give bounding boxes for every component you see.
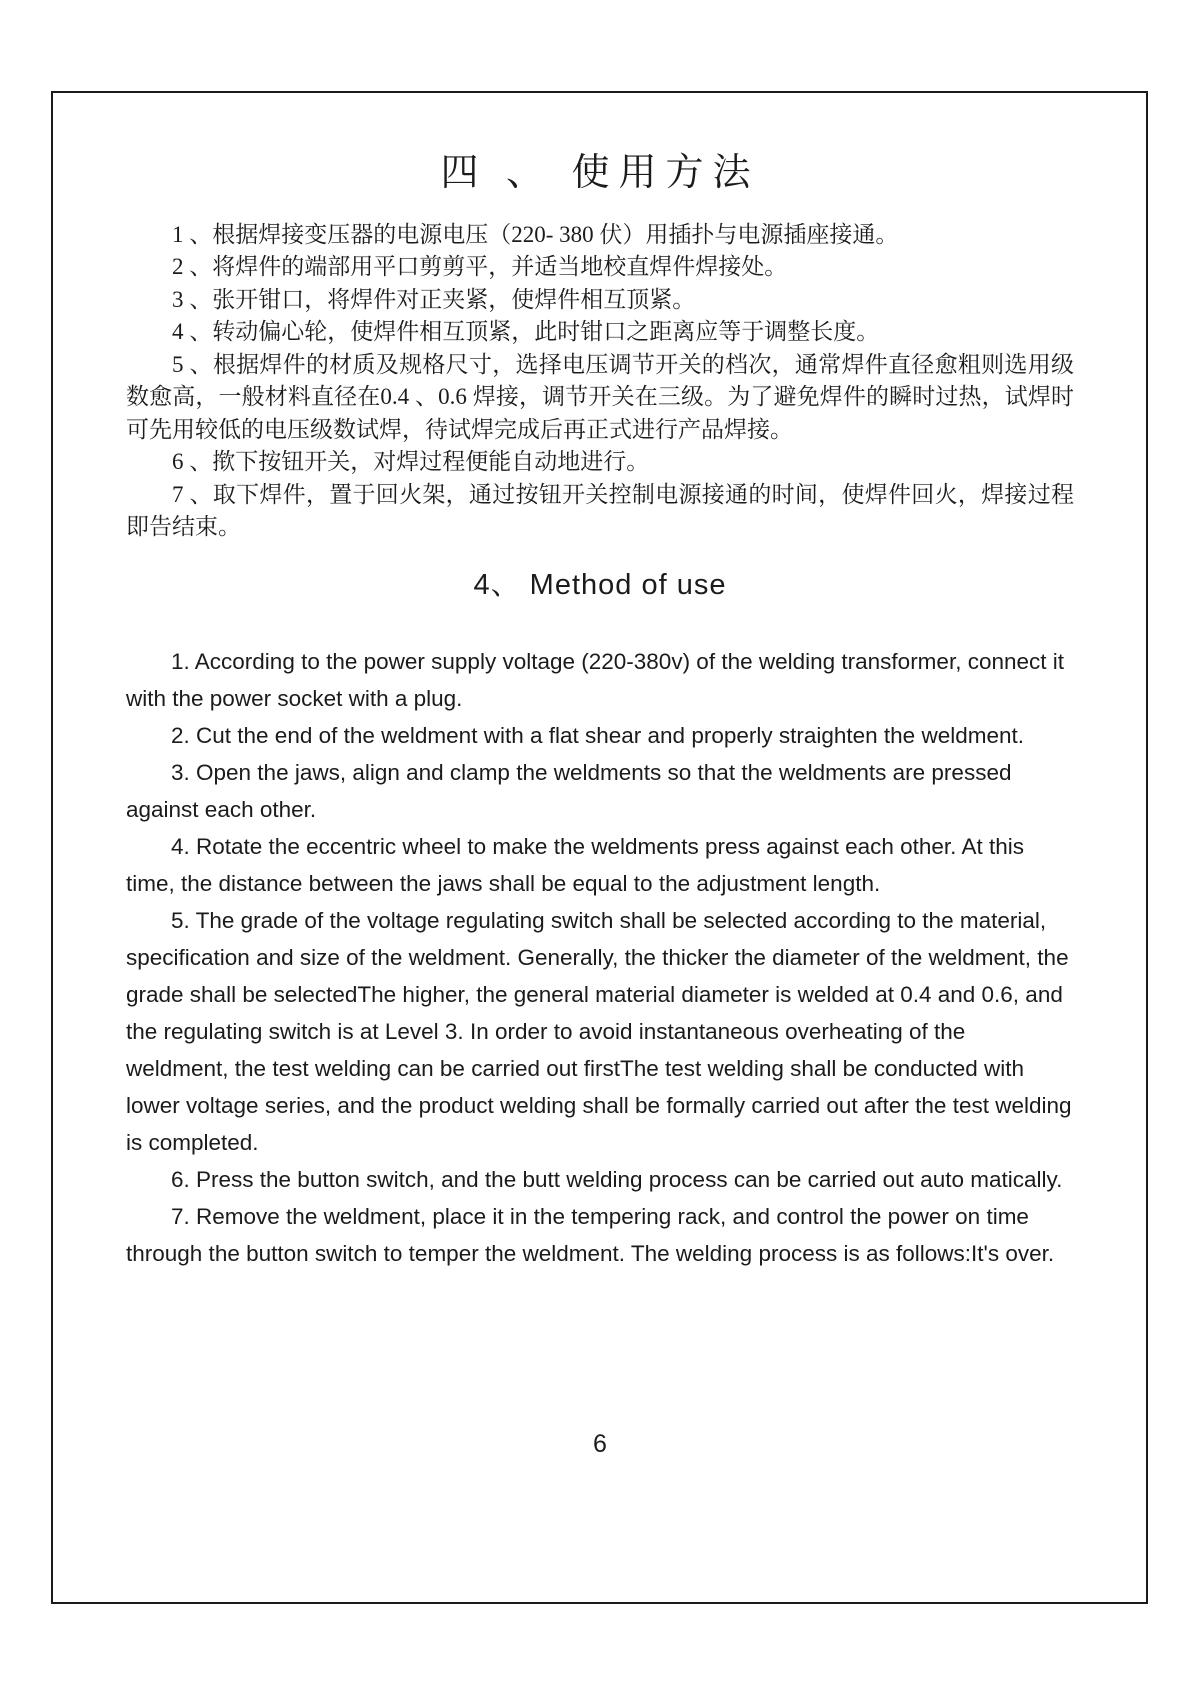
chinese-instruction-item: 1 、根据焊接变压器的电源电压（220- 380 伏）用插扑与电源插座接通。 bbox=[172, 221, 899, 247]
chinese-instruction-item: 6 、揿下按钮开关，对焊过程便能自动地进行。 bbox=[172, 449, 650, 475]
chinese-instruction-item: 2 、将焊件的端部用平口剪剪平，并适当地校直焊件焊接处。 bbox=[172, 254, 788, 280]
english-instruction-item: 2. Cut the end of the weldment with a flat shear and properly straighten the weldment. bbox=[171, 722, 1024, 748]
english-instruction-item: 7. Remove the weldment, place it in the tempering rack, and control the power on time through the button switch to temper the weldment. The welding process is as follows:It's over. bbox=[126, 1203, 1055, 1266]
english-instruction-list bbox=[126, 643, 1074, 1272]
english-instruction-item: 5. The grade of the voltage regulating switch shall be selected according to the material, specification and size of the weldment. Generally, the thicker the diameter of the weldment, the grade shall be selectedThe higher, the general material diameter is welded at 0.4 and 0.6, and the regulating switch is at Level 3. In order to avoid instantaneous overheating of the weldment, the test welding can be carried out firstThe test welding shall be conducted with lower voltage series, and the product welding shall be formally carried out after the test welding is completed. bbox=[126, 907, 1072, 1155]
english-instruction-item: 3. Open the jaws, align and clamp the weldments so that the weldments are pressed against each other. bbox=[126, 759, 1012, 822]
chinese-instruction-item: 5 、根据焊件的材质及规格尺寸，选择电压调节开关的档次，通常焊件直径愈粗则选用级数愈高，一般材料直径在0.4 、0.6 焊接，调节开关在三级。为了避免焊件的瞬时过热，试焊时可先用较低的电压级数试焊，待试焊完成后再正式进行产品焊接。 bbox=[126, 351, 1074, 442]
page-border bbox=[51, 91, 1148, 1604]
english-section-title: 4、 Method of use bbox=[473, 568, 727, 601]
english-instruction-item: 1. According to the power supply voltage (220-380v) of the welding transformer, connect it with the power socket with a plug. bbox=[126, 648, 1065, 711]
chinese-instruction-item: 4 、转动偏心轮，使焊件相互顶紧，此时钳口之距离应等于调整长度。 bbox=[172, 319, 880, 345]
english-instruction-item: 4. Rotate the eccentric wheel to make the weldments press against each other. At this time, the distance between the jaws shall be equal to the adjustment length. bbox=[126, 833, 1024, 896]
page-number: 6 bbox=[593, 1430, 607, 1458]
chinese-instruction-item: 3 、张开钳口，将焊件对正夹紧，使焊件相互顶紧。 bbox=[172, 286, 696, 312]
english-instruction-item: 6. Press the button switch, and the butt welding process can be carried out auto matically. bbox=[171, 1166, 1063, 1192]
chinese-section-title: 四 、 使用方法 bbox=[440, 152, 760, 194]
chinese-instruction-item: 7 、取下焊件，置于回火架，通过按钮开关控制电源接通的时间，使焊件回火，焊接过程即告结束。 bbox=[126, 481, 1074, 540]
chinese-instruction-list bbox=[126, 219, 1074, 544]
